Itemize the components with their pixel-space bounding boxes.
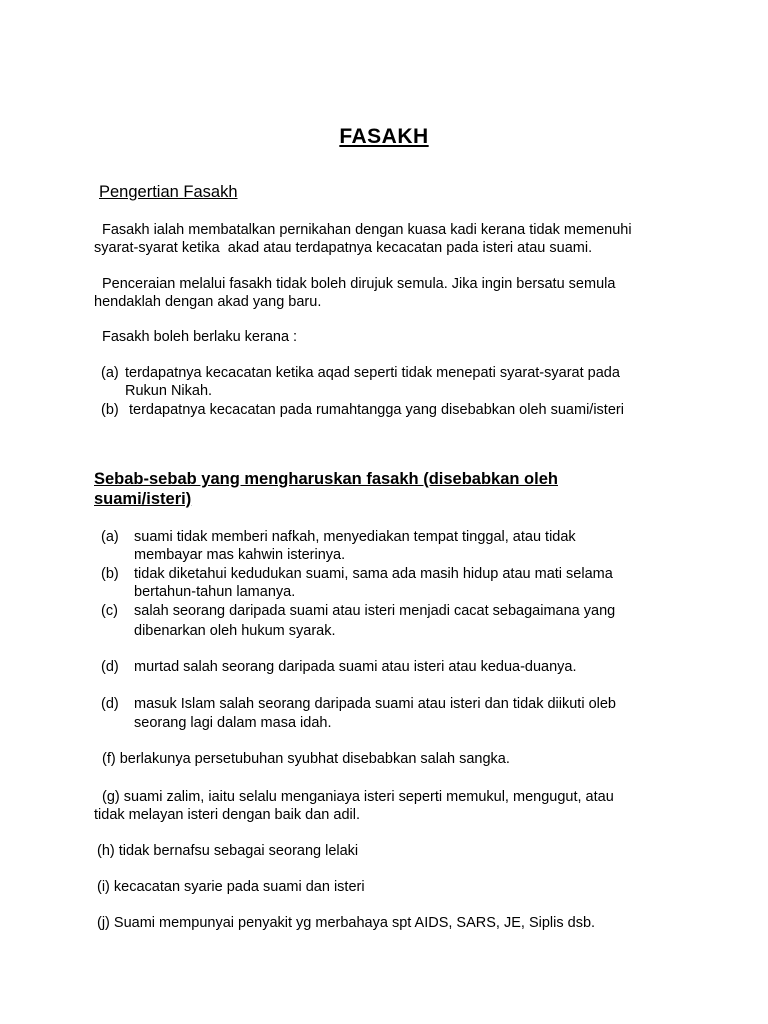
section-heading-pengertian: Pengertian Fasakh	[99, 183, 238, 201]
s2-item-d2-line1: masuk Islam salah seorang daripada suami atau isteri dan tidak diikuti oleb	[134, 696, 616, 712]
s2-item-b-line2: bertahun-tahun lamanya.	[134, 584, 296, 600]
para1-line1: Fasakh ialah membatalkan pernikahan dengan kuasa kadi kerana tidak memenuhi	[102, 222, 632, 238]
s2-item-a-line2: membayar mas kahwin isterinya.	[134, 547, 346, 563]
s1-item-b-marker: (b)	[101, 402, 119, 418]
s2-item-g-line1: (g) suami zalim, iaitu selalu menganiaya isteri seperti memukul, mengugut, atau	[102, 789, 614, 805]
para2-line1: Penceraian melalui fasakh tidak boleh dirujuk semula. Jika ingin bersatu semula	[102, 276, 616, 292]
page-title: FASAKH	[339, 125, 429, 148]
s2-item-j: (j) Suami mempunyai penyakit yg merbahaya spt AIDS, SARS, JE, Siplis dsb.	[97, 915, 596, 931]
s2-item-d2-marker: (d)	[101, 696, 119, 712]
s2-item-b-marker: (b)	[101, 566, 119, 582]
s2-item-i: (i) kecacatan syarie pada suami dan isteri	[97, 879, 365, 895]
section-heading-sebab-line2: suami/isteri)	[94, 490, 192, 508]
s2-item-c-line2: dibenarkan oleh hukum syarak.	[134, 623, 336, 639]
s1-item-a-line2: Rukun Nikah.	[125, 383, 213, 399]
s2-item-a-line1: suami tidak memberi nafkah, menyediakan tempat tinggal, atau tidak	[134, 529, 576, 545]
para1-line2: syarat-syarat ketika akad atau terdapatnya kecacatan pada isteri atau suami.	[94, 240, 593, 256]
s2-item-f: (f) berlakunya persetubuhan syubhat disebabkan salah sangka.	[102, 751, 510, 767]
s2-item-d-line1: murtad salah seorang daripada suami atau isteri atau kedua-duanya.	[134, 659, 577, 675]
s2-item-g-line2: tidak melayan isteri dengan baik dan adil.	[94, 807, 360, 823]
s2-item-d-marker: (d)	[101, 659, 119, 675]
s1-item-a-marker: (a)	[101, 365, 119, 381]
s2-item-a-marker: (a)	[101, 529, 119, 545]
para2-line2: hendaklah dengan akad yang baru.	[94, 294, 322, 310]
s1-item-b-line1: terdapatnya kecacatan pada rumahtangga yang disebabkan oleh suami/isteri	[129, 402, 624, 418]
s2-item-d2-line2: seorang lagi dalam masa idah.	[134, 715, 332, 731]
section-heading-sebab-line1: Sebab-sebab yang mengharuskan fasakh (disebabkan oleh	[94, 470, 558, 488]
s2-item-c-marker: (c)	[101, 603, 118, 619]
s1-item-a-line1: terdapatnya kecacatan ketika aqad seperti tidak menepati syarat-syarat pada	[125, 365, 620, 381]
s2-item-c-line1: salah seorang daripada suami atau isteri menjadi cacat sebagaimana yang	[134, 603, 616, 619]
s2-item-h: (h) tidak bernafsu sebagai seorang lelaki	[97, 843, 359, 859]
s2-item-b-line1: tidak diketahui kedudukan suami, sama ada masih hidup atau mati selama	[134, 566, 613, 582]
para3: Fasakh boleh berlaku kerana :	[102, 329, 298, 345]
